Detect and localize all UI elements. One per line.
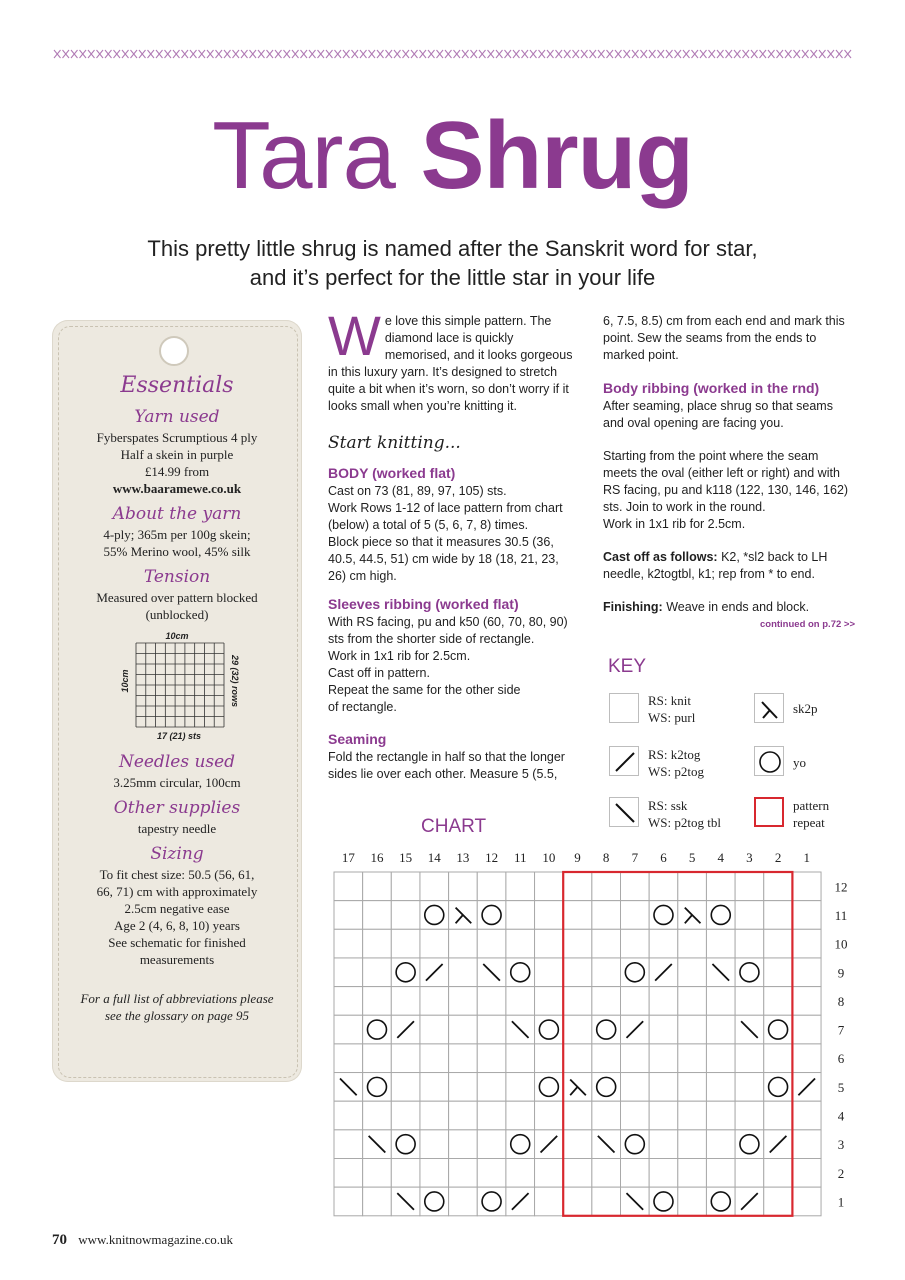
finishing-paragraph [603, 599, 855, 616]
chart-cell [649, 1101, 678, 1130]
chart-cell [592, 901, 621, 930]
chart-row-label: 5 [837, 1079, 845, 1095]
subtitle-line-1: This pretty little shrug is named after the Sanskrit word for star, [147, 236, 758, 261]
chart-cell [449, 1130, 478, 1159]
key-sk2p: sk2p [793, 701, 818, 716]
chart-cell [735, 1073, 764, 1102]
chart-cell [563, 987, 592, 1016]
chart-row-label: 10 [834, 936, 848, 952]
chart-cell [477, 987, 506, 1016]
chart-row-label: 4 [837, 1108, 845, 1124]
chart-col-label: 17 [341, 850, 355, 865]
chart-cell [334, 872, 363, 901]
chart-cell [649, 1015, 678, 1044]
chart-cell [391, 1044, 420, 1073]
sizing-heading: Sizing [150, 844, 204, 864]
abbreviations-note [58, 990, 296, 1024]
chart-cell [678, 1044, 707, 1073]
chart-col-label: 13 [456, 850, 470, 865]
tension-left-label: 10cm [120, 669, 130, 693]
chart-row-label: 1 [837, 1194, 845, 1210]
sleeves-p5: of rectangle. [328, 700, 397, 714]
chart-cell [678, 872, 707, 901]
chart-col-label: 15 [399, 850, 413, 865]
chart-cell [363, 1187, 392, 1216]
chart-row-label: 8 [837, 993, 845, 1009]
chart-cell [792, 929, 821, 958]
pattern-repeat-symbol [754, 797, 784, 827]
chart-cell [735, 872, 764, 901]
chart-cell [735, 1101, 764, 1130]
chart-cell [592, 987, 621, 1016]
chart-cell [535, 1044, 564, 1073]
chart-cell [449, 1101, 478, 1130]
chart-cell [735, 901, 764, 930]
chart-cell [649, 987, 678, 1016]
chart-cell [334, 1044, 363, 1073]
chart-cell [706, 987, 735, 1016]
chart-col-label: 5 [688, 850, 696, 865]
chart-cell [792, 1130, 821, 1159]
body-ribbing-p1: After seaming, place shrug so that seams and oval opening are facing you. [603, 399, 833, 430]
chart-title: CHART [421, 816, 487, 837]
chart-cell [678, 987, 707, 1016]
chart-cell [535, 1101, 564, 1130]
chart-cell [334, 1015, 363, 1044]
key-repeat [793, 797, 829, 831]
chart-cell [563, 1159, 592, 1188]
chart-cell [363, 987, 392, 1016]
chart-cell [363, 958, 392, 987]
chart-cell [792, 872, 821, 901]
chart-row-label: 11 [834, 907, 848, 923]
chart-cell [506, 1159, 535, 1188]
chart-cell [563, 1101, 592, 1130]
tension-bottom-label: 17 (21) sts [156, 731, 202, 741]
key-k2tog-l1: RS: k2tog [648, 747, 701, 762]
chart-cell [535, 901, 564, 930]
chart-cell [449, 872, 478, 901]
cross-stitch-border [52, 46, 852, 62]
chart-row-label: 7 [837, 1022, 845, 1038]
chart-cell [420, 1073, 449, 1102]
key-ssk-l2: WS: p2tog tbl [648, 815, 721, 830]
chart-col-label: 12 [485, 850, 499, 865]
chart-cell [477, 1101, 506, 1130]
start-knitting-heading: Start knitting... [328, 433, 461, 453]
chart-cell [535, 987, 564, 1016]
chart-cell [391, 901, 420, 930]
chart-cell [391, 1101, 420, 1130]
key-ssk [648, 797, 721, 831]
key-repeat-l2: repeat [793, 815, 825, 830]
chart-cell [449, 987, 478, 1016]
essentials-title: Essentials [120, 373, 234, 398]
sleeves-p2: Work in 1x1 rib for 2.5cm. [328, 649, 471, 663]
chart-cell [420, 1044, 449, 1073]
chart-cell [735, 929, 764, 958]
middle-column [328, 304, 576, 783]
sleeves-heading: Sleeves ribbing (worked flat) [328, 596, 519, 612]
chart-cell [592, 1187, 621, 1216]
other-supplies-line-1: tapestry needle [137, 821, 217, 836]
sizing-line-2: 66, 71) cm with approximately [96, 884, 258, 899]
chart-col-label: 14 [427, 850, 441, 865]
chart-cell [334, 958, 363, 987]
chart-col-label: 11 [513, 850, 527, 865]
sizing-line-3: 2.5cm negative ease [124, 901, 230, 916]
chart-cell [391, 1073, 420, 1102]
chart-row-label: 6 [837, 1051, 845, 1067]
chart-cell [792, 958, 821, 987]
chart-cell [649, 1130, 678, 1159]
chart-cell [621, 1044, 650, 1073]
chart-cell [792, 1187, 821, 1216]
body-ribbing-heading: Body ribbing (worked in the rnd) [603, 380, 820, 396]
chart-row-label: 2 [837, 1165, 845, 1181]
drop-cap: W [328, 304, 381, 367]
key-knit-l1: RS: knit [648, 693, 691, 708]
chart-cell [649, 1159, 678, 1188]
chart-cell [563, 1130, 592, 1159]
chart-cell [592, 958, 621, 987]
yo-symbol [754, 746, 784, 776]
chart-col-label: 10 [542, 850, 556, 865]
chart-cell [764, 872, 793, 901]
chart-cell [506, 872, 535, 901]
chart-cell [420, 987, 449, 1016]
chart-cell [363, 901, 392, 930]
sizing-line-1: To fit chest size: 50.5 (56, 61, [99, 867, 255, 882]
chart-cell [477, 1130, 506, 1159]
continued-link[interactable]: continued on p.72 >> [759, 619, 855, 630]
chart-cell [334, 1159, 363, 1188]
chart-cell [334, 901, 363, 930]
chart-cell [592, 872, 621, 901]
chart-cell [735, 1159, 764, 1188]
chart-cell [621, 872, 650, 901]
chart-cell [449, 1015, 478, 1044]
about-yarn-heading: About the yarn [112, 504, 242, 524]
cast-off-label: Cast off as follows: [603, 550, 718, 564]
tension-grid-lines [136, 643, 224, 727]
key-knit-l2: WS: purl [648, 710, 696, 725]
chart-cell [678, 1159, 707, 1188]
chart-cell [449, 1187, 478, 1216]
chart-col-label: 9 [574, 850, 581, 865]
chart-row-label: 9 [837, 965, 845, 981]
chart-cell [706, 1073, 735, 1102]
tension-top-label: 10cm [165, 631, 189, 641]
key-knit [648, 692, 695, 726]
key-yo: yo [793, 755, 806, 770]
chart-cell [678, 958, 707, 987]
chart-cell [334, 929, 363, 958]
chart-cell [563, 958, 592, 987]
chart-cell [678, 1101, 707, 1130]
about-yarn-line-1: 4-ply; 365m per 100g skein; [103, 527, 251, 542]
page-footer [52, 1232, 233, 1249]
chart-row-label: 12 [834, 879, 848, 895]
cast-off-text: K2, *sl2 back to LH needle, k2togtbl, k1; rep from * to end. [603, 550, 828, 581]
chart-cell [535, 872, 564, 901]
tension-right-label: 29 (32) rows [230, 654, 240, 708]
seaming-heading: Seaming [328, 731, 387, 747]
footer-url[interactable]: www.knitnowmagazine.co.uk [78, 1232, 234, 1247]
chart-cell [449, 929, 478, 958]
yarn-used-heading: Yarn used [134, 407, 220, 427]
yarn-line-2: Half a skein in purple [120, 447, 234, 462]
chart-cell [363, 929, 392, 958]
chart-col-label: 2 [774, 850, 782, 865]
key-title: KEY [608, 656, 647, 677]
chart-cell [563, 929, 592, 958]
chart-cell [735, 987, 764, 1016]
chart-col-label: 1 [803, 850, 810, 865]
chart-cell [363, 1044, 392, 1073]
title-bold: Shrug [420, 102, 693, 209]
about-yarn-line-2: 55% Merino wool, 45% silk [103, 544, 251, 559]
chart-cell [363, 872, 392, 901]
sizing-line-4: Age 2 (4, 6, 8, 10) years [114, 918, 240, 933]
chart-cell [420, 872, 449, 901]
chart-cell [477, 1073, 506, 1102]
chart-col-label: 3 [746, 850, 753, 865]
chart-cell [420, 1101, 449, 1130]
chart-cell [506, 901, 535, 930]
chart-cell [621, 1101, 650, 1130]
sleeves-p1: With RS facing, pu and k50 (60, 70, 80, 90) sts from the shorter side of rectangle. [328, 615, 568, 646]
chart-cell [506, 929, 535, 958]
chart-cell [764, 1187, 793, 1216]
chart-cell [792, 1015, 821, 1044]
chart-row-label: 3 [837, 1137, 845, 1153]
sleeves-p3: Cast off in pattern. [328, 666, 430, 680]
seaming-p1-cont: 6, 7.5, 8.5) cm from each end and mark this point. Sew the seams from the ends to marked point. [603, 314, 845, 362]
chart-cell [535, 929, 564, 958]
key-k2tog-l2: WS: p2tog [648, 764, 704, 779]
key-ssk-l1: RS: ssk [648, 798, 688, 813]
chart-col-label: 7 [631, 850, 639, 865]
chart-cell [363, 1101, 392, 1130]
chart-cell [792, 901, 821, 930]
chart-cell [391, 1159, 420, 1188]
chart-cell [649, 872, 678, 901]
needles-line-1: 3.25mm circular, 100cm [113, 775, 241, 790]
tag-hole-icon [159, 336, 189, 366]
abbr-note-line-2: see the glossary on page 95 [104, 1008, 250, 1023]
body-ribbing-p2: Starting from the point where the seam meets the oval (either left or right) and with RS facing, pu and k118 (122, 130, 146, 162) sts. Join to work in the round. [603, 449, 849, 514]
chart-cell [391, 929, 420, 958]
chart-cell [449, 1044, 478, 1073]
tension-line-2: (unblocked) [145, 607, 209, 622]
chart-cell [706, 929, 735, 958]
chart-cell [621, 929, 650, 958]
chart-cell [506, 1101, 535, 1130]
chart-cell [592, 1101, 621, 1130]
chart-cell [334, 1187, 363, 1216]
page-title [0, 102, 905, 209]
tension-line-1: Measured over pattern blocked [96, 590, 258, 605]
key-k2tog [648, 746, 704, 780]
chart-cell [563, 1044, 592, 1073]
chart-cell [764, 958, 793, 987]
chart-col-label: 4 [717, 850, 725, 865]
chart-cell [477, 1159, 506, 1188]
tension-grid [58, 627, 296, 745]
chart-cell [334, 1130, 363, 1159]
chart-cell [792, 1044, 821, 1073]
chart-cell [535, 1159, 564, 1188]
chart-cell [535, 1187, 564, 1216]
yarn-line-3: £14.99 from [144, 464, 210, 479]
chart-cell [706, 872, 735, 901]
chart-cell [792, 987, 821, 1016]
chart-cell [764, 1159, 793, 1188]
chart-cell [735, 1044, 764, 1073]
chart-cell [706, 1159, 735, 1188]
chart-cell [678, 1187, 707, 1216]
chart-cell [563, 901, 592, 930]
chart-cell [449, 1073, 478, 1102]
abbr-note-line-1: For a full list of abbreviations please [80, 991, 274, 1006]
chart-cell [621, 987, 650, 1016]
chart-cell [563, 872, 592, 901]
intro-paragraph [328, 304, 576, 415]
key-repeat-l1: pattern [793, 798, 830, 813]
subtitle-line-2: and it’s perfect for the little star in your life [249, 265, 656, 290]
sizing-line-6: measurements [139, 952, 215, 967]
chart-col-label: 8 [602, 850, 610, 865]
ssk-symbol [609, 797, 639, 827]
intro-text: e love this simple pattern. The diamond lace is quickly memorised, and it looks gorgeous in this luxury yarn. It’s designed to stretch quite a bit when it’s worn, so don’t worry if it looks small when you’re knitting it. [328, 314, 573, 413]
chart-cell [792, 1101, 821, 1130]
yarn-link: www.baaramewe.co.uk [112, 481, 242, 496]
chart-cell [592, 929, 621, 958]
chart-cell [792, 1159, 821, 1188]
chart-cell [420, 1159, 449, 1188]
chart-cell [764, 901, 793, 930]
chart-cell [621, 901, 650, 930]
finishing-text: Weave in ends and block. [662, 600, 810, 614]
chart-cell [506, 1044, 535, 1073]
chart-cell [764, 929, 793, 958]
tension-diagram [58, 627, 296, 745]
chart-cell [477, 1044, 506, 1073]
needles-heading: Needles used [118, 752, 236, 772]
other-supplies-heading: Other supplies [113, 798, 241, 818]
chart-cell [506, 1073, 535, 1102]
chart-cell [592, 1044, 621, 1073]
chart-cell [334, 1101, 363, 1130]
right-column [603, 313, 855, 633]
chart-cell [391, 987, 420, 1016]
chart-cell [764, 1044, 793, 1073]
chart-cell [391, 872, 420, 901]
chart-col-label: 16 [370, 850, 384, 865]
cast-off-paragraph [603, 549, 855, 583]
finishing-label: Finishing: [603, 600, 663, 614]
chart-cell [477, 1015, 506, 1044]
chart-cell [678, 929, 707, 958]
chart-cell [477, 929, 506, 958]
chart-cell [678, 1073, 707, 1102]
body-p3: Block piece so that it measures 30.5 (36, 40.5, 44.5, 51) cm wide by 18 (18, 21, 23, 26) cm high. [328, 535, 559, 583]
tension-heading: Tension [143, 567, 211, 587]
sleeves-p4: Repeat the same for the other side [328, 683, 521, 697]
chart-cell [764, 1101, 793, 1130]
sizing-line-5: See schematic for finished [108, 935, 246, 950]
chart-cell [363, 1159, 392, 1188]
chart-cell [592, 1159, 621, 1188]
chart-cell [678, 1130, 707, 1159]
chart-cell [477, 872, 506, 901]
chart-cell [449, 1159, 478, 1188]
chart-cell [621, 1073, 650, 1102]
chart-cell [764, 987, 793, 1016]
chart-cell [649, 1044, 678, 1073]
title-light: Tara [212, 102, 395, 209]
yarn-line-1: Fyberspates Scrumptious 4 ply [96, 430, 258, 445]
chart-cell [334, 987, 363, 1016]
body-ribbing-p3: Work in 1x1 rib for 2.5cm. [603, 517, 746, 531]
essentials-content [58, 372, 296, 1024]
chart-cell [420, 1015, 449, 1044]
body-p1: Cast on 73 (81, 89, 97, 105) sts. [328, 484, 507, 498]
chart-cell [678, 1015, 707, 1044]
chart-cell [506, 987, 535, 1016]
chart-cell [535, 958, 564, 987]
chart-cell [706, 1015, 735, 1044]
chart-cell [563, 1015, 592, 1044]
body-p2: Work Rows 1-12 of lace pattern from chart (below) a total of 5 (5, 6, 7, 8) times. [328, 501, 563, 532]
seaming-p1: Fold the rectangle in half so that the longer sides lie over each other. Measure 5 (5.5, [328, 750, 565, 781]
chart-cell [706, 1101, 735, 1130]
chart-cell [649, 1073, 678, 1102]
k2tog-symbol [609, 746, 639, 776]
chart-cell [621, 1159, 650, 1188]
lace-chart [330, 842, 855, 1222]
body-heading: BODY (worked flat) [328, 465, 456, 481]
chart-cell [420, 929, 449, 958]
chart-col-label: 6 [660, 850, 667, 865]
subtitle [60, 234, 845, 292]
chart-cell [449, 958, 478, 987]
page-number: 70 [52, 1232, 67, 1248]
knit-purl-symbol [609, 693, 639, 723]
chart-cell [420, 1130, 449, 1159]
chart-cell [649, 929, 678, 958]
chart-cell [563, 1187, 592, 1216]
sk2p-symbol [754, 693, 784, 723]
chart-cell [706, 1044, 735, 1073]
chart-cell [706, 1130, 735, 1159]
